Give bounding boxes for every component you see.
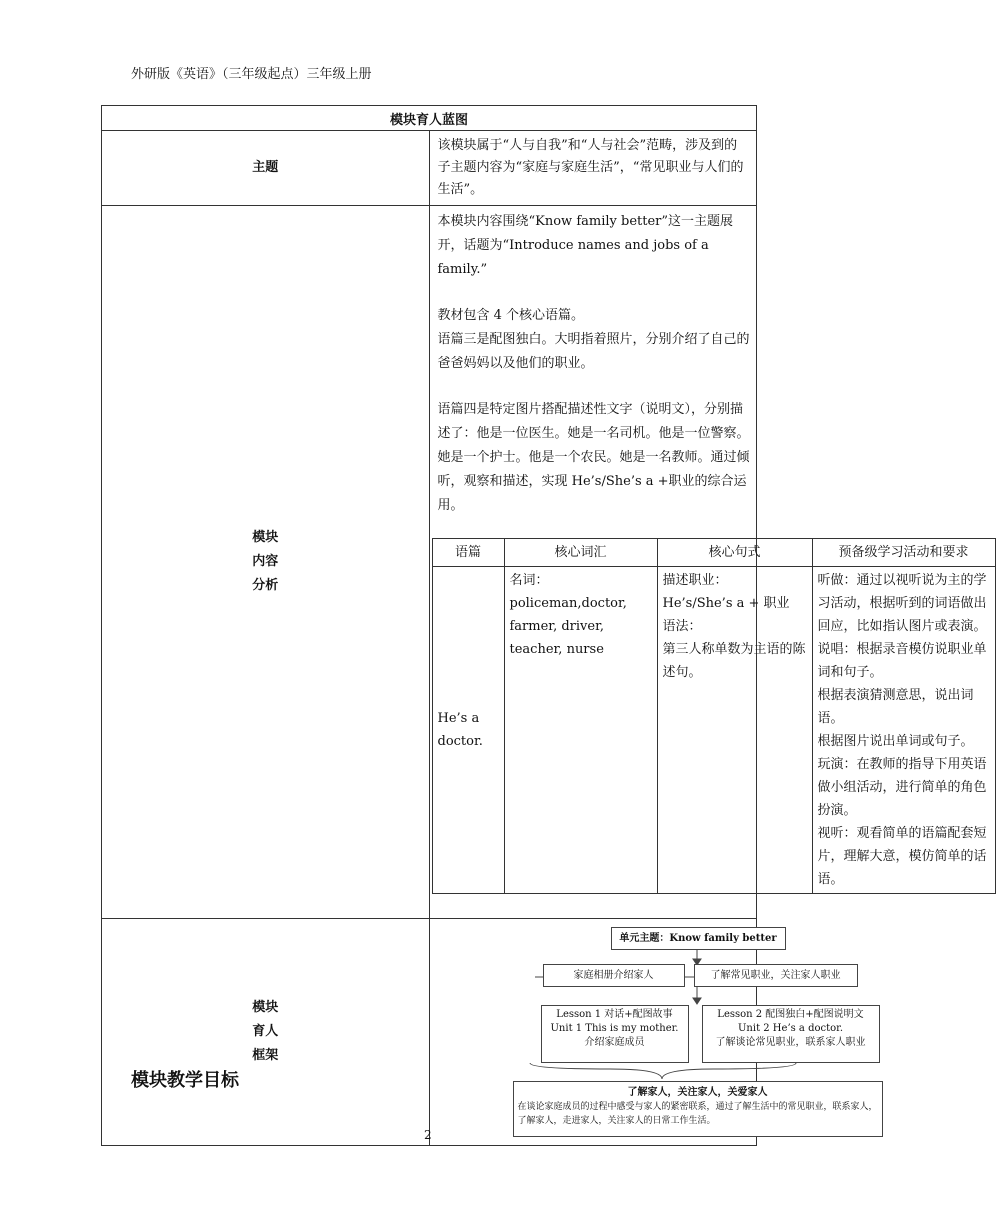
analysis-paragraph: 语篇三是配图独白。大明指着照片，分别介绍了自己的爸爸妈妈以及他们的职业。: [437, 332, 750, 371]
label-line: 模块: [252, 530, 279, 545]
analysis-label: [102, 206, 430, 919]
lesson-line: 介绍家庭成员: [584, 1037, 645, 1048]
label-line: 框架: [252, 1048, 279, 1063]
column-header: 预备级学习活动和要求: [812, 539, 995, 567]
column-header: 核心词汇: [504, 539, 657, 567]
activity-line: 根据表演猜测意思，说出词语。: [817, 688, 974, 726]
sentence-cell: [657, 567, 812, 894]
sub-theme-right: 了解常见职业，关注家人职业: [694, 964, 858, 987]
lesson-line: Unit 2 He’s a doctor.: [738, 1023, 843, 1034]
lesson-1-box: [541, 1005, 689, 1063]
activity-line: 听做：通过以视听说为主的学习活动，根据听到的词语做出回应，比如指认图片或表演。: [817, 573, 987, 634]
summary-text: 在谈论家庭成员的过程中感受与家人的紧密联系，通过了解生活中的常见职业，联系家人，了解家人，走进家人，关注家人的日常工作生活。: [517, 1102, 878, 1126]
vocab-line: policeman,doctor, farmer, driver, teacher, nurse: [509, 596, 627, 657]
label-line: 分析: [252, 578, 279, 593]
page-header: 外研版《英语》（三年级起点）三年级上册: [131, 67, 372, 82]
summary-box: [513, 1081, 883, 1137]
page-number: 2: [424, 1128, 432, 1142]
lesson-2-box: [702, 1005, 880, 1063]
activity-line: 玩演：在教师的指导下用英语做小组活动，进行简单的角色扮演。: [817, 757, 987, 818]
vocab-line: 名词：: [509, 573, 549, 588]
column-header: 语篇: [432, 539, 504, 567]
label-line: 育人: [252, 1024, 279, 1039]
section-title: 模块教学目标: [131, 1070, 239, 1091]
table-title: 模块育人蓝图: [102, 106, 757, 131]
activity-line: 视听：观看简单的语篇配套短片，理解大意，模仿简单的话语。: [817, 826, 987, 887]
analysis-paragraph: 语篇四是特定图片搭配描述性文字（说明文），分别描述了：他是一位医生。她是一名司机。他是一位警察。她是一个护士。他是一个农民。她是一名教师。通过倾听，观察和描述，实现 He’s/She’s a +职业的综合运用。: [437, 402, 750, 513]
column-header: 核心句式: [657, 539, 812, 567]
lesson-line: Unit 1 This is my mother.: [550, 1023, 679, 1034]
sentence-line: He’s/She’s a + 职业: [662, 596, 790, 611]
activity-line: 说唱：根据录音模仿说职业单词和句子。: [817, 642, 987, 680]
framework-diagram: [429, 919, 878, 1146]
sub-theme-left: 家庭相册介绍家人: [543, 964, 685, 987]
theme-text: 该模块属于“人与自我”和“人与社会”范畴，涉及到的子主题内容为“家庭与家庭生活”，“常见职业与人们的生活”。: [429, 131, 757, 206]
label-line: 模块: [252, 1000, 279, 1015]
blueprint-table: [101, 105, 987, 1146]
theme-label: 主题: [102, 131, 430, 206]
content-analysis-table: [432, 538, 996, 894]
lesson-line: Lesson 2 配图独白+配图说明文: [717, 1009, 864, 1020]
lesson-line: Lesson 1 对话+配图故事: [556, 1009, 673, 1020]
analysis-paragraph: 教材包含 4 个核心语篇。: [437, 308, 585, 323]
lesson-line: 了解谈论常见职业，联系家人职业: [715, 1037, 866, 1048]
sentence-line: 描述职业：: [662, 573, 728, 588]
framework-label: [102, 919, 430, 1146]
analysis-paragraph: 本模块内容围绕“Know family better”这一主题展开，话题为“Introduce names and jobs of a family.”: [437, 214, 734, 277]
analysis-content: [429, 206, 987, 919]
activity-line: 根据图片说出单词或句子。: [817, 734, 974, 749]
activities-cell: [812, 567, 995, 894]
summary-title: 了解家人，关注家人，关爱家人: [627, 1087, 768, 1098]
vocab-cell: [504, 567, 657, 894]
sentence-line: 第三人称单数为主语的陈述句。: [662, 642, 806, 680]
unit-theme-box: 单元主题：Know family better: [611, 927, 786, 950]
label-line: 内容: [252, 554, 279, 569]
sentence-line: 语法：: [662, 619, 702, 634]
lesson-cell: He’s a doctor.: [432, 567, 504, 894]
